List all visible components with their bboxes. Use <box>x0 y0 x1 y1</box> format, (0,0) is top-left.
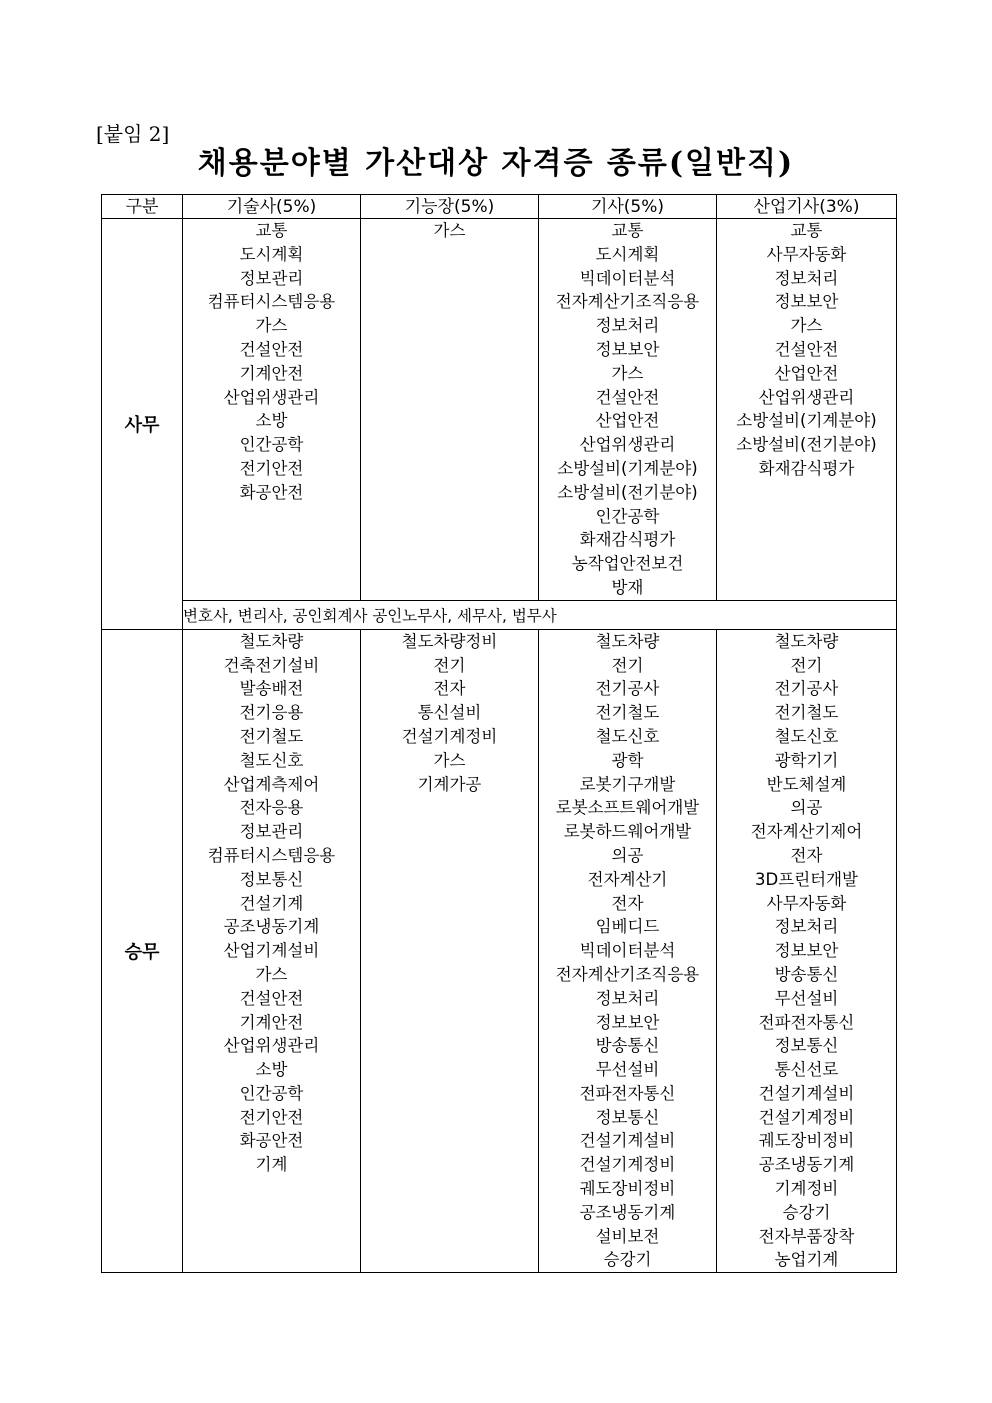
certificate-item: 소방 <box>255 411 288 431</box>
certificate-item: 정보처리 <box>595 316 660 336</box>
certificate-item: 방송통신 <box>774 964 839 984</box>
certificate-item: 전기철도 <box>239 726 304 746</box>
certificate-item: 로봇소프트웨어개발 <box>555 798 700 818</box>
document-title: 채용분야별 가산대상 자격증 종류(일반직) <box>197 146 795 181</box>
certificate-item: 의공 <box>790 798 823 818</box>
certificate-item: 기계안전 <box>239 363 304 383</box>
header-engineer: 기사(5%) <box>539 195 717 219</box>
certificate-item: 가스 <box>255 316 288 336</box>
certificate-item: 철도신호 <box>239 750 304 770</box>
certificate-item: 컴퓨터시스템응용 <box>207 845 336 865</box>
crew-col-3 <box>539 629 717 1273</box>
certificate-item: 건설기계정비 <box>579 1155 676 1175</box>
certificate-item: 전기철도 <box>595 703 660 723</box>
header-row <box>102 195 897 219</box>
certificate-item: 발송배전 <box>239 679 304 699</box>
certificate-item: 빅데이터분석 <box>579 941 676 961</box>
certificate-item: 통신설비 <box>417 703 482 723</box>
certificate-item: 정보보안 <box>595 1012 660 1032</box>
certificate-item: 건설안전 <box>239 339 304 359</box>
certificate-item: 전기안전 <box>239 1107 304 1127</box>
certificate-item: 산업위생관리 <box>223 387 320 407</box>
certificate-item: 전자계산기 <box>587 869 668 889</box>
certificate-item: 승강기 <box>603 1250 652 1270</box>
certificate-item: 전자응용 <box>239 798 304 818</box>
certificate-item: 전기철도 <box>774 703 839 723</box>
office-col-2 <box>361 219 539 601</box>
certificate-item: 의공 <box>611 845 644 865</box>
crew-col-1 <box>183 629 361 1273</box>
certificate-item: 철도차량 <box>595 631 660 651</box>
certificate-item: 광학기기 <box>774 750 839 770</box>
certificate-item: 철도신호 <box>595 726 660 746</box>
certificate-item: 인간공학 <box>595 506 660 526</box>
certificate-item: 소방설비(전기분야) <box>736 435 877 455</box>
certificate-item: 사무자동화 <box>766 244 847 264</box>
category-office: 사무 <box>102 219 183 630</box>
certificate-item: 소방 <box>255 1060 288 1080</box>
crew-col-2 <box>361 629 539 1273</box>
certificate-item: 가스 <box>255 964 288 984</box>
certificate-item: 산업계측제어 <box>223 774 320 794</box>
certificate-item: 건설안전 <box>774 339 839 359</box>
certificate-item: 건설안전 <box>239 988 304 1008</box>
certificate-item: 공조냉동기계 <box>758 1155 855 1175</box>
header-category: 구분 <box>102 195 183 219</box>
certificate-item: 정보관리 <box>239 822 304 842</box>
crew-col-4 <box>717 629 897 1273</box>
certificate-item: 궤도장비정비 <box>758 1131 855 1151</box>
certificate-item: 교통 <box>790 221 823 240</box>
certificate-item: 궤도장비정비 <box>579 1179 676 1199</box>
certificate-item: 도시계획 <box>595 244 660 264</box>
header-industrial-engineer: 산업기사(3%) <box>717 195 897 219</box>
certificate-item: 전기 <box>433 655 466 675</box>
certificate-item: 화공안전 <box>239 1131 304 1151</box>
certificate-item: 건설기계설비 <box>579 1131 676 1151</box>
certificate-item: 전파전자통신 <box>579 1083 676 1103</box>
certificate-item: 빅데이터분석 <box>579 268 676 288</box>
certificate-item: 정보통신 <box>595 1107 660 1127</box>
certificate-item: 로봇하드웨어개발 <box>563 822 692 842</box>
office-col-3 <box>539 219 717 601</box>
certificate-item: 산업위생관리 <box>758 387 855 407</box>
certificate-item: 전기공사 <box>774 679 839 699</box>
certificate-item: 전기 <box>611 655 644 675</box>
certificate-item: 철도차량 <box>774 631 839 651</box>
certificate-item: 철도신호 <box>774 726 839 746</box>
category-crew: 승무 <box>102 629 183 1273</box>
certificate-item: 정보처리 <box>595 988 660 1008</box>
certificate-item: 인간공학 <box>239 1083 304 1103</box>
certificate-item: 전파전자통신 <box>758 1012 855 1032</box>
certificate-item: 산업위생관리 <box>579 435 676 455</box>
office-col-4 <box>717 219 897 601</box>
certificate-item: 건설기계정비 <box>758 1107 855 1127</box>
certificate-table <box>101 194 897 1273</box>
office-note-row <box>102 600 897 629</box>
certificate-item: 인간공학 <box>239 435 304 455</box>
certificate-item: 교통 <box>611 221 644 240</box>
certificate-item: 반도체설계 <box>766 774 847 794</box>
certificate-item: 로봇기구개발 <box>579 774 676 794</box>
certificate-item: 건설기계설비 <box>758 1083 855 1103</box>
certificate-item: 정보통신 <box>774 1036 839 1056</box>
certificate-item: 3D프린터개발 <box>755 869 858 889</box>
office-note: 변호사, 변리사, 공인회계사 공인노무사, 세무사, 법무사 <box>183 600 897 629</box>
certificate-item: 기계 <box>255 1155 288 1175</box>
certificate-item: 전기응용 <box>239 703 304 723</box>
certificate-item: 소방설비(기계분야) <box>557 458 698 478</box>
certificate-item: 건설기계 <box>239 893 304 913</box>
certificate-item: 컴퓨터시스템응용 <box>207 292 336 312</box>
certificate-item: 통신선로 <box>774 1060 839 1080</box>
certificate-item: 임베디드 <box>595 917 660 937</box>
certificate-item: 산업위생관리 <box>223 1036 320 1056</box>
certificate-item: 가스 <box>433 221 466 240</box>
certificate-item: 화재감식평가 <box>579 530 676 550</box>
certificate-item: 전자계산기조직응용 <box>555 292 700 312</box>
certificate-item: 건설기계정비 <box>401 726 498 746</box>
certificate-item: 방송통신 <box>595 1036 660 1056</box>
certificate-item: 농업기계 <box>774 1250 839 1270</box>
certificate-item: 가스 <box>611 363 644 383</box>
certificate-item: 전자계산기제어 <box>750 822 863 842</box>
header-professional-engineer: 기술사(5%) <box>183 195 361 219</box>
certificate-item: 방재 <box>611 577 644 597</box>
attachment-label: [붙임 2] <box>96 122 170 146</box>
certificate-item: 무선설비 <box>595 1060 660 1080</box>
certificate-item: 도시계획 <box>239 244 304 264</box>
header-master-craftsman: 기능장(5%) <box>361 195 539 219</box>
certificate-item: 공조냉동기계 <box>223 917 320 937</box>
certificate-item: 사무자동화 <box>766 893 847 913</box>
certificate-item: 농작업안전보건 <box>571 554 684 574</box>
certificate-item: 건설안전 <box>595 387 660 407</box>
certificate-item: 정보관리 <box>239 268 304 288</box>
certificate-item: 건축전기설비 <box>223 655 320 675</box>
certificate-item: 공조냉동기계 <box>579 1202 676 1222</box>
certificate-item: 전자계산기조직응용 <box>555 964 700 984</box>
certificate-item: 전기 <box>790 655 823 675</box>
certificate-item: 기계가공 <box>417 774 482 794</box>
certificate-item: 가스 <box>790 316 823 336</box>
certificate-item: 전자 <box>611 893 644 913</box>
certificate-item: 무선설비 <box>774 988 839 1008</box>
certificate-item: 정보처리 <box>774 917 839 937</box>
certificate-item: 기계정비 <box>774 1179 839 1199</box>
certificate-item: 가스 <box>433 750 466 770</box>
certificate-item: 산업기계설비 <box>223 941 320 961</box>
certificate-item: 소방설비(기계분야) <box>736 411 877 431</box>
certificate-item: 철도차량정비 <box>401 631 498 651</box>
certificate-item: 설비보전 <box>595 1226 660 1246</box>
certificate-item: 정보보안 <box>774 941 839 961</box>
certificate-item: 화재감식평가 <box>758 458 855 478</box>
certificate-item: 산업안전 <box>595 411 660 431</box>
certificate-item: 기계안전 <box>239 1012 304 1032</box>
certificate-item: 산업안전 <box>774 363 839 383</box>
certificate-item: 정보보안 <box>595 339 660 359</box>
certificate-item: 승강기 <box>782 1202 831 1222</box>
certificate-item: 전자 <box>433 679 466 699</box>
certificate-item: 광학 <box>611 750 644 770</box>
certificate-item: 철도차량 <box>239 631 304 651</box>
certificate-item: 정보통신 <box>239 869 304 889</box>
certificate-item: 화공안전 <box>239 482 304 502</box>
certificate-item: 전자 <box>790 845 823 865</box>
certificate-item: 소방설비(전기분야) <box>557 482 698 502</box>
office-row <box>102 219 897 601</box>
certificate-item: 전자부품장착 <box>758 1226 855 1246</box>
office-col-1 <box>183 219 361 601</box>
certificate-item: 전기공사 <box>595 679 660 699</box>
certificate-item: 정보처리 <box>774 268 839 288</box>
crew-row <box>102 629 897 1273</box>
certificate-item: 전기안전 <box>239 458 304 478</box>
certificate-item: 교통 <box>255 221 288 240</box>
certificate-item: 정보보안 <box>774 292 839 312</box>
